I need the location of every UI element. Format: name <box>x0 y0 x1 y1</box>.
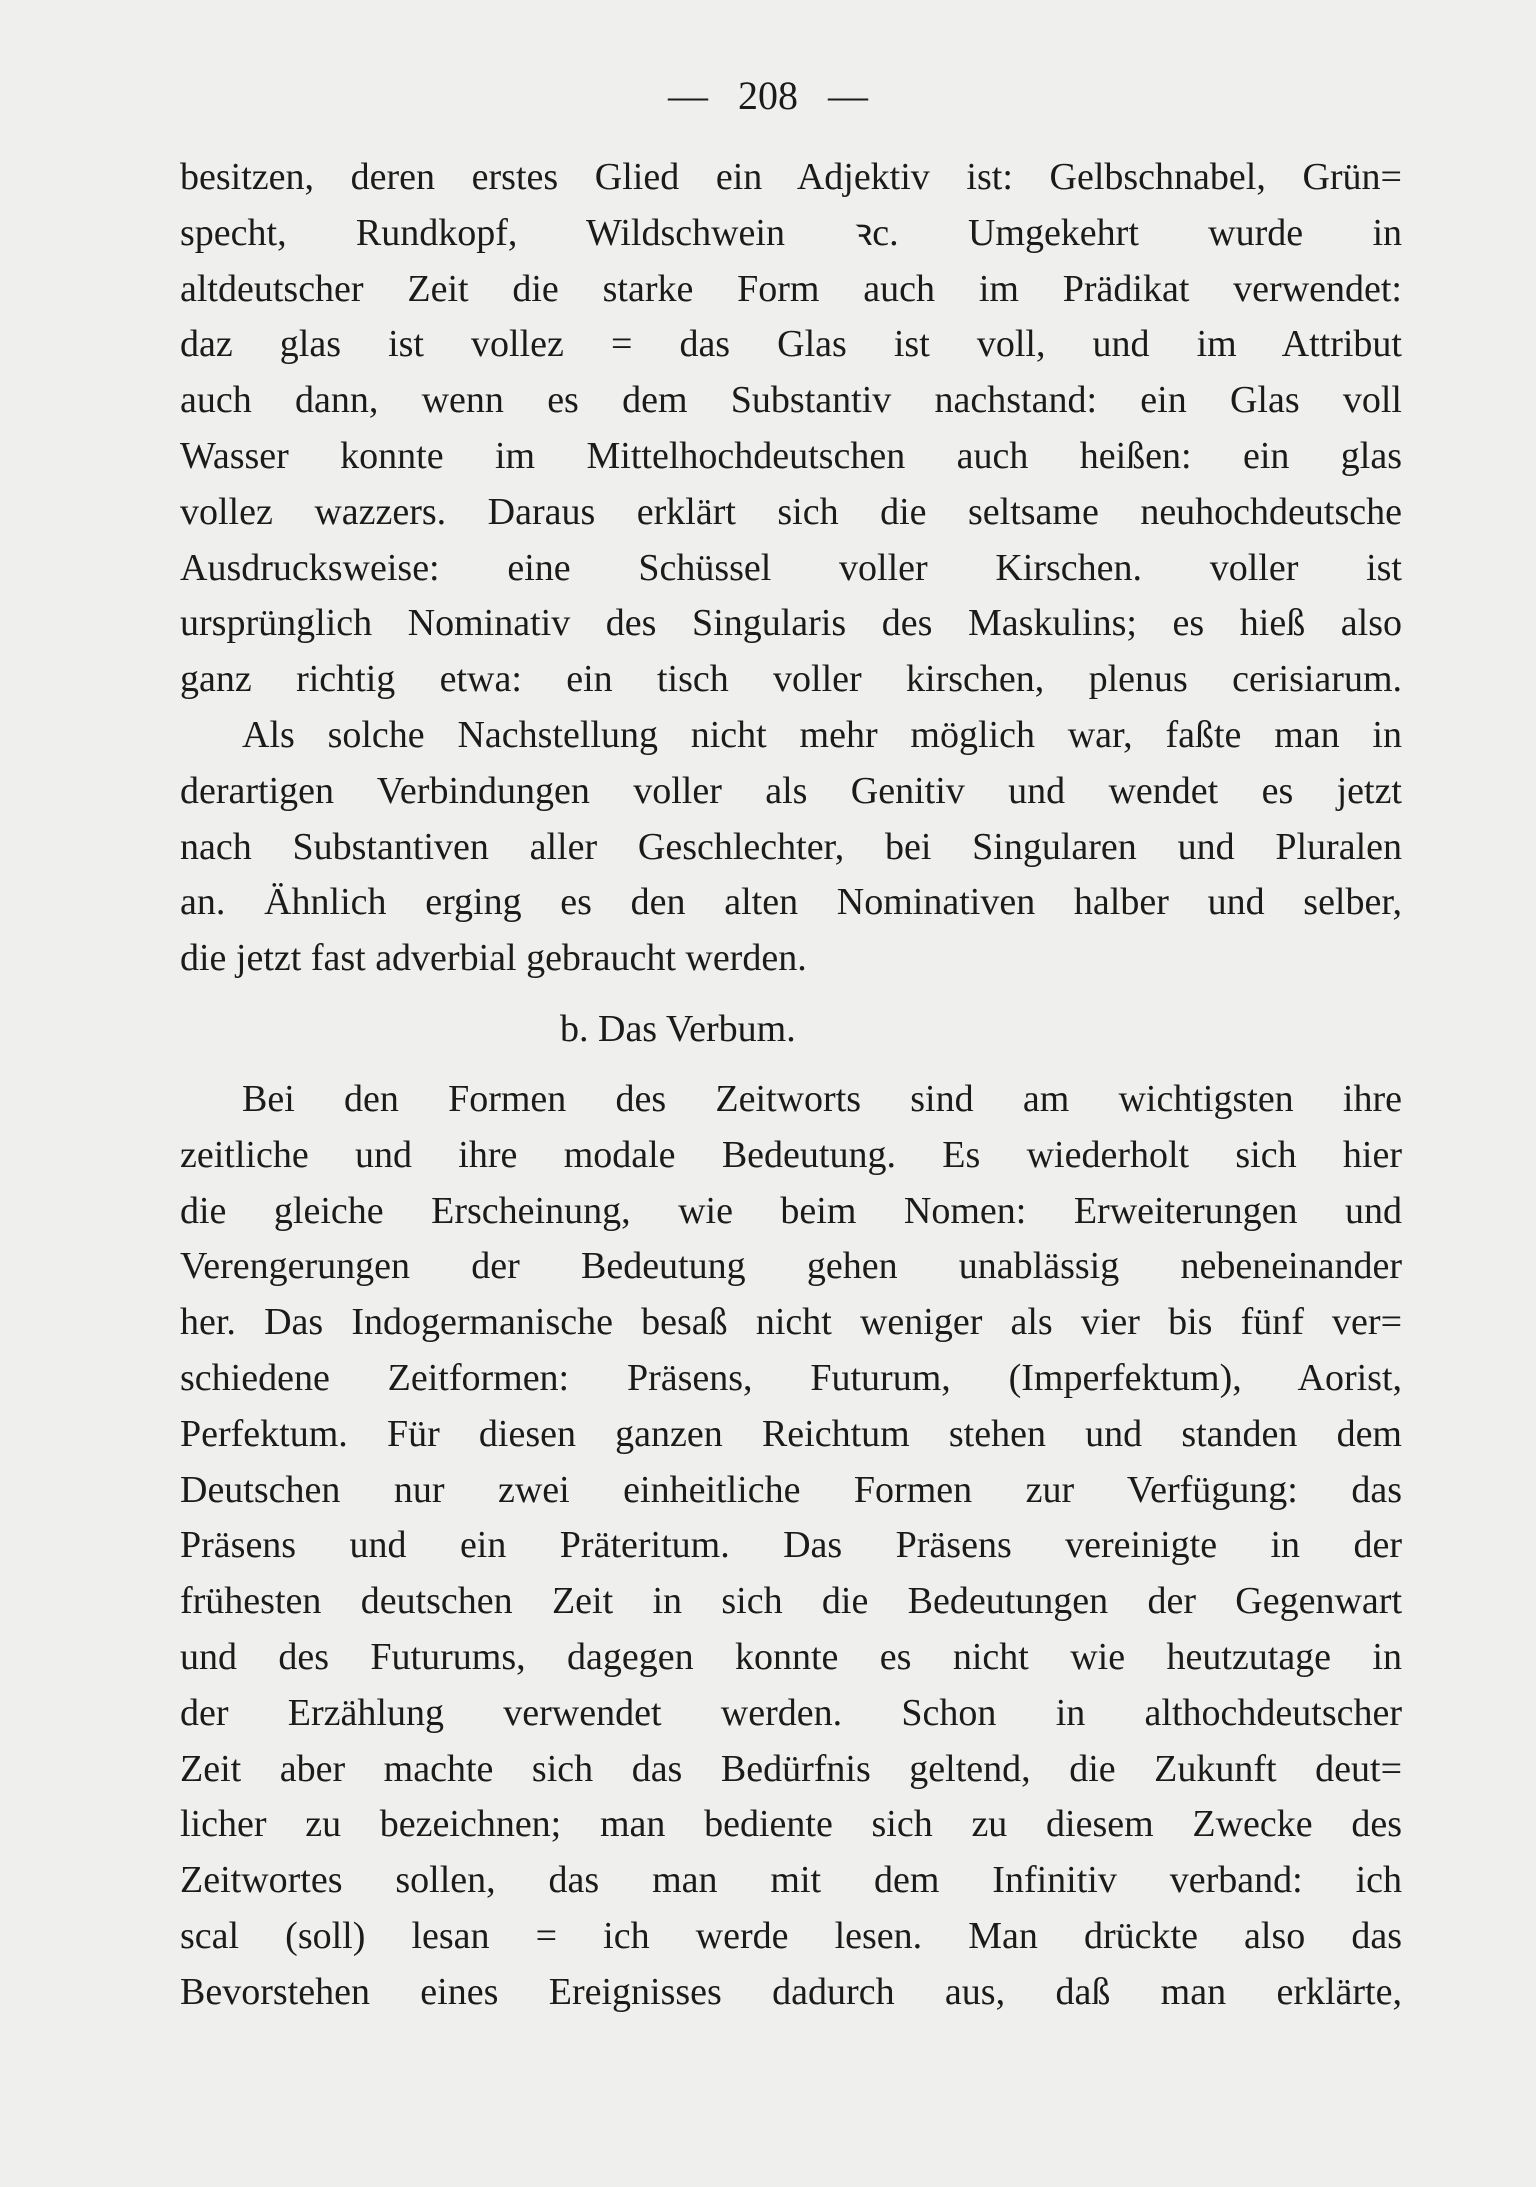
paragraph-adjective <box>180 150 1402 987</box>
text-line: licher zu bezeichnen; man bediente sich zu diesem Zwecke des <box>180 1803 1402 1846</box>
text-line: Zeitwortes sollen, das man mit dem Infinitiv verband: ich <box>180 1859 1402 1902</box>
text-line: nach Substantiven aller Geschlechter, bei Singularen und Pluralen <box>180 825 1402 868</box>
text-line: Verengerungen der Bedeutung gehen unablässig nebeneinander <box>180 1245 1402 1288</box>
section-heading: b. Das Verbum. <box>560 1007 796 1050</box>
text-line: Präsens und ein Präteritum. Das Präsens vereinigte in der <box>180 1524 1402 1567</box>
text-line: Bei den Formen des Zeitworts sind am wichtigsten ihre <box>242 1077 1402 1120</box>
text-line: Bevorstehen eines Ereignisses dadurch aus, daß man erklärte, <box>180 1970 1402 2013</box>
text-line: an. Ähnlich erging es den alten Nominativen halber und selber, <box>180 881 1402 924</box>
text-line: ursprünglich Nominativ des Singularis des Maskulins; es hieß also <box>180 602 1402 645</box>
text-line: Wasser konnte im Mittelhochdeutschen auch heißen: ein glas <box>180 434 1402 477</box>
text-line: Perfektum. Für diesen ganzen Reichtum stehen und standen dem <box>180 1412 1402 1455</box>
text-line: vollez wazzers. Daraus erklärt sich die seltsame neuhochdeutsche <box>180 490 1402 533</box>
text-line: ganz richtig etwa: ein tisch voller kirschen, plenus cerisiarum. <box>180 658 1402 701</box>
text-line: frühesten deutschen Zeit in sich die Bedeutungen der Gegenwart <box>180 1580 1402 1623</box>
text-line: altdeutscher Zeit die starke Form auch im Prädikat verwendet: <box>180 267 1402 310</box>
text-line: Ausdrucksweise: eine Schüssel voller Kirschen. voller ist <box>180 546 1402 589</box>
text-line: Als solche Nachstellung nicht mehr möglich war, faßte man in <box>242 713 1402 756</box>
text-line: daz glas ist vollez = das Glas ist voll, und im Attribut <box>180 323 1402 366</box>
text-line: der Erzählung verwendet werden. Schon in althochdeutscher <box>180 1691 1402 1734</box>
text-line: schiedene Zeitformen: Präsens, Futurum, (Imperfektum), Aorist, <box>180 1356 1402 1399</box>
text-line: specht, Rundkopf, Wildschwein ꝛc. Umgekehrt wurde in <box>180 211 1402 254</box>
text-line: scal (soll) lesan = ich werde lesen. Man drückte also das <box>180 1914 1402 1957</box>
text-line: besitzen, deren erstes Glied ein Adjektiv ist: Gelbschnabel, Grün= <box>180 156 1402 198</box>
text-line: Zeit aber machte sich das Bedürfnis geltend, die Zukunft deut= <box>180 1747 1402 1790</box>
body-text <box>180 150 1402 2021</box>
text-line: derartigen Verbindungen voller als Genitiv und wendet es jetzt <box>180 769 1402 812</box>
text-line: die gleiche Erscheinung, wie beim Nomen: Erweiterungen und <box>180 1189 1402 1232</box>
text-line: auch dann, wenn es dem Substantiv nachstand: ein Glas voll <box>180 379 1402 422</box>
text-line: die jetzt fast adverbial gebraucht werden. <box>180 937 807 980</box>
text-line: Deutschen nur zwei einheitliche Formen zur Verfügung: das <box>180 1468 1402 1511</box>
text-line: zeitliche und ihre modale Bedeutung. Es wiederholt sich hier <box>180 1133 1402 1176</box>
page-number: — 208 — <box>668 73 868 118</box>
paragraph-verbum <box>180 1072 1402 2021</box>
text-line: her. Das Indogermanische besaß nicht weniger als vier bis fünf ver= <box>180 1301 1402 1344</box>
text-line: und des Futurums, dagegen konnte es nicht wie heutzutage in <box>180 1635 1402 1678</box>
